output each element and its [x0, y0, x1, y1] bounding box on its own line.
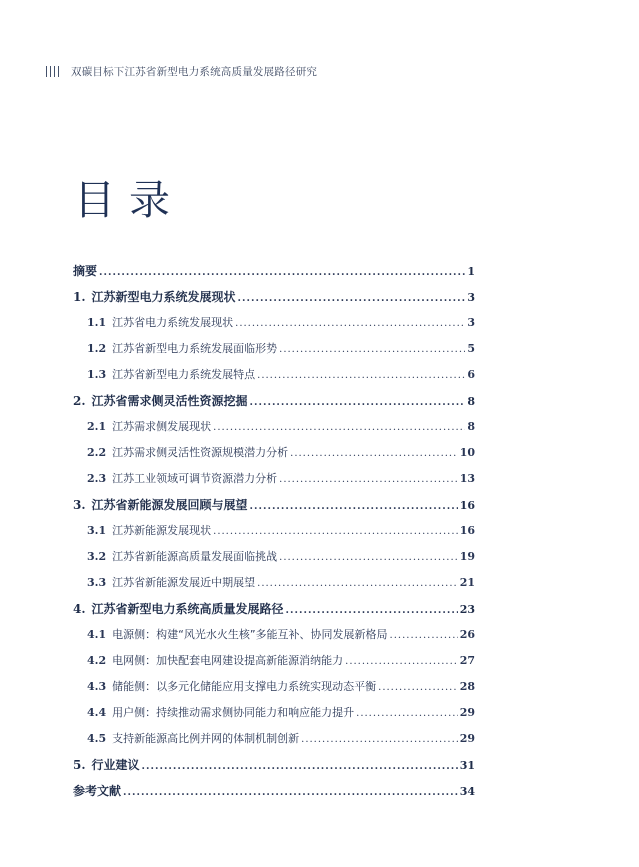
- toc-entry-title: 江苏省电力系统发展现状: [112, 316, 234, 329]
- toc-dot-leader: [286, 602, 458, 620]
- toc-dot-leader: [142, 758, 458, 776]
- toc-entry-page: 27: [459, 654, 475, 667]
- toc-entry-page: 3: [467, 316, 475, 329]
- toc-dot-leader: [279, 549, 458, 567]
- toc-dot-leader: [390, 627, 458, 645]
- toc-entry-number: 3.: [73, 498, 86, 512]
- toc-entry-page: 8: [467, 420, 475, 433]
- toc-dot-leader: [279, 341, 465, 359]
- toc-entry-number: 2.3: [87, 472, 107, 485]
- toc-entry-page: 16: [459, 499, 475, 512]
- toc-entry[interactable]: [73, 496, 475, 522]
- toc-dot-leader: [213, 523, 458, 541]
- toc-entry-number: 4.4: [87, 706, 107, 719]
- toc-entry-page: 8: [467, 395, 475, 408]
- toc-dot-leader: [123, 784, 458, 802]
- toc-entry-page: 34: [459, 785, 475, 798]
- toc-dot-leader: [250, 394, 466, 412]
- header-bars-icon: [46, 66, 59, 77]
- toc-entry-page: 23: [459, 603, 475, 616]
- toc-entry-page: 29: [459, 706, 475, 719]
- toc-entry-title: 电网侧：加快配套电网建设提高新能源消纳能力: [112, 654, 344, 667]
- toc-entry-title: 江苏省新型电力系统发展特点: [112, 368, 256, 381]
- toc-title: 目录: [74, 176, 184, 224]
- toc-dot-leader: [235, 315, 465, 333]
- toc-entry-page: 13: [459, 472, 475, 485]
- toc-entry-page: 31: [459, 759, 475, 772]
- toc-entry[interactable]: [73, 366, 475, 392]
- toc-entry[interactable]: [73, 600, 475, 626]
- toc-entry[interactable]: [73, 548, 475, 574]
- toc-entry-title: 江苏需求侧发展现状: [112, 420, 212, 433]
- toc-entry[interactable]: [73, 418, 475, 444]
- toc-entry[interactable]: [73, 340, 475, 366]
- toc-entry[interactable]: [73, 262, 475, 288]
- toc-dot-leader: [257, 575, 458, 593]
- toc-entry-number: 3.2: [87, 550, 107, 563]
- toc-entry[interactable]: [73, 574, 475, 600]
- toc-dot-leader: [213, 419, 465, 437]
- toc-entry-title: 江苏省需求侧灵活性资源挖掘: [91, 394, 248, 408]
- toc-entry-title: 江苏工业领域可调节资源潜力分析: [112, 472, 278, 485]
- toc-entry-number: 4.3: [87, 680, 107, 693]
- toc-entry-title: 江苏省新型电力系统发展面临形势: [112, 342, 278, 355]
- toc-entry-title: 江苏新型电力系统发展现状: [91, 290, 236, 304]
- toc-entry-title: 江苏省新能源发展回顾与展望: [91, 498, 248, 512]
- toc-entry-title: 江苏省新型电力系统高质量发展路径: [91, 602, 284, 616]
- table-of-contents: [73, 262, 475, 808]
- toc-entry-title: 江苏需求侧灵活性资源规模潜力分析: [112, 446, 289, 459]
- toc-entry-page: 3: [467, 291, 475, 304]
- toc-entry-title: 摘要: [73, 264, 98, 278]
- toc-entry-page: 10: [459, 446, 475, 459]
- toc-entry-title: 江苏省新能源高质量发展面临挑战: [112, 550, 278, 563]
- toc-entry-title: 支持新能源高比例并网的体制机制创新: [112, 732, 300, 745]
- toc-entry-page: 6: [467, 368, 475, 381]
- toc-entry[interactable]: [73, 652, 475, 678]
- toc-dot-leader: [301, 731, 458, 749]
- toc-entry-title: 江苏新能源发展现状: [112, 524, 212, 537]
- toc-dot-leader: [279, 471, 458, 489]
- toc-entry[interactable]: [73, 704, 475, 730]
- toc-entry-page: 21: [459, 576, 475, 589]
- toc-entry-number: 4.5: [87, 732, 107, 745]
- toc-entry-number: 1.: [73, 290, 86, 304]
- toc-entry[interactable]: [73, 626, 475, 652]
- toc-entry-number: 4.1: [87, 628, 107, 641]
- toc-entry[interactable]: [73, 756, 475, 782]
- toc-entry-title: 用户侧：持续推动需求侧协同能力和响应能力提升: [112, 706, 355, 719]
- toc-entry-number: 3.1: [87, 524, 107, 537]
- toc-entry[interactable]: [73, 470, 475, 496]
- toc-entry-number: 1.2: [87, 342, 107, 355]
- toc-entry-title: 行业建议: [91, 758, 140, 772]
- toc-entry[interactable]: [73, 314, 475, 340]
- toc-entry-title: 电源侧：构建“风光水火生核”多能互补、协同发展新格局: [112, 628, 388, 641]
- toc-entry-page: 19: [459, 550, 475, 563]
- toc-dot-leader: [345, 653, 458, 671]
- toc-entry[interactable]: [73, 288, 475, 314]
- toc-entry-number: 2.: [73, 394, 86, 408]
- toc-entry-number: 2.1: [87, 420, 107, 433]
- toc-entry-number: 4.: [73, 602, 86, 616]
- toc-dot-leader: [238, 290, 466, 308]
- toc-entry-title: 储能侧：以多元化储能应用支撑电力系统实现动态平衡: [112, 680, 377, 693]
- toc-entry[interactable]: [73, 522, 475, 548]
- toc-entry-page: 28: [459, 680, 475, 693]
- toc-entry[interactable]: [73, 730, 475, 756]
- header-title: 双碳目标下江苏省新型电力系统高质量发展路径研究: [71, 65, 318, 78]
- toc-entry-number: 1.1: [87, 316, 107, 329]
- toc-dot-leader: [356, 705, 458, 723]
- toc-entry[interactable]: [73, 678, 475, 704]
- toc-entry[interactable]: [73, 392, 475, 418]
- toc-entry-page: 16: [459, 524, 475, 537]
- toc-dot-leader: [257, 367, 465, 385]
- toc-entry-page: 26: [459, 628, 475, 641]
- toc-entry-number: 4.2: [87, 654, 107, 667]
- toc-entry-number: 1.3: [87, 368, 107, 381]
- toc-entry-title: 江苏省新能源发展近中期展望: [112, 576, 256, 589]
- toc-dot-leader: [250, 498, 458, 516]
- toc-entry-page: 5: [467, 342, 475, 355]
- toc-entry-number: 5.: [73, 758, 86, 772]
- toc-entry-number: 2.2: [87, 446, 107, 459]
- toc-entry[interactable]: [73, 782, 475, 808]
- toc-entry-title: 参考文献: [73, 784, 122, 798]
- toc-entry-number: 3.3: [87, 576, 107, 589]
- toc-dot-leader: [99, 264, 465, 282]
- toc-entry-page: 1: [467, 265, 475, 278]
- toc-dot-leader: [378, 679, 458, 697]
- toc-entry[interactable]: [73, 444, 475, 470]
- page-header: [46, 63, 317, 79]
- toc-dot-leader: [290, 445, 458, 463]
- toc-entry-page: 29: [459, 732, 475, 745]
